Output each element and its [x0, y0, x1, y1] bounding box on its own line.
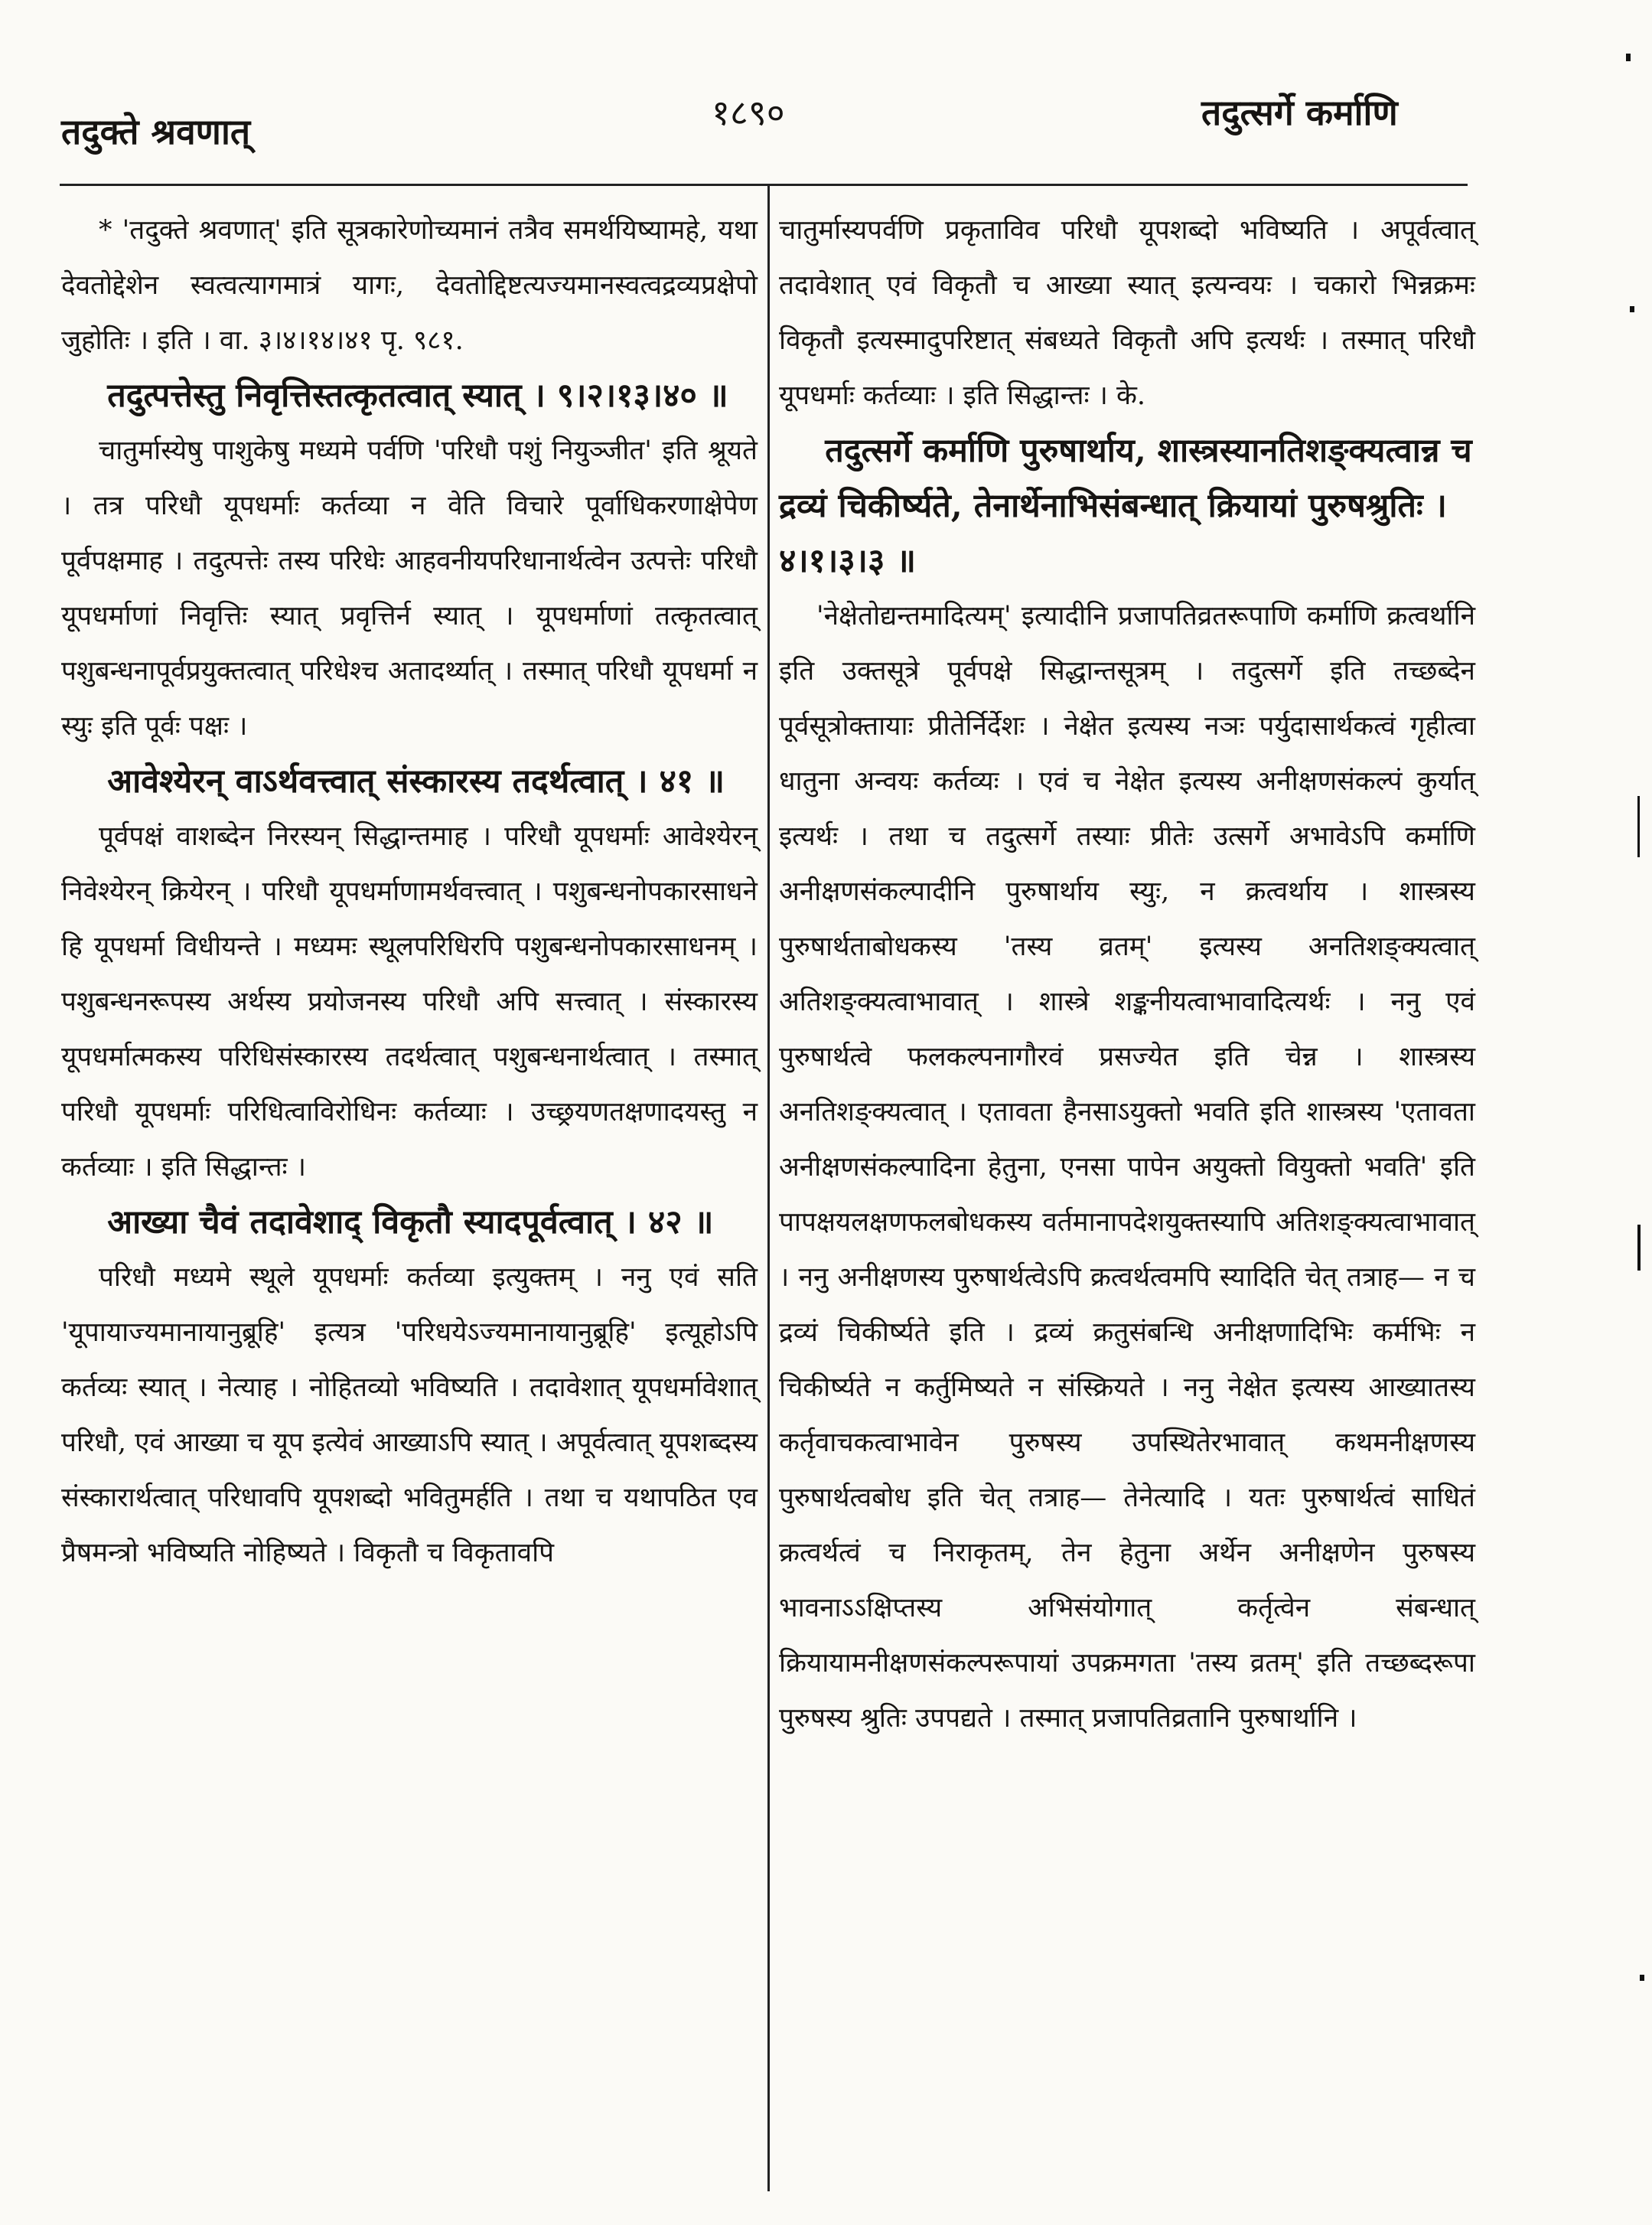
page-number: १८९०: [712, 92, 785, 133]
paragraph: 'नेक्षेतोद्यन्तमादित्यम्' इत्यादीनि प्रजापतिव्रतरूपाणि कर्माणि क्रत्वर्थानि इति उक्तसूत्रे पूर्वपक्षे सिद्धान्तसूत्रम् । तदुत्सर्गे इति तच्छब्देन पूर्वसूत्रोक्तायाः प्रीतेर्निर्देशः । नेक्षेत इत्यस्य नञः पर्युदासार्थकत्वं गृहीत्वा धातुना अन्वयः कर्तव्यः । एवं च नेक्षेत इत्यस्य अनीक्षणसंकल्पं कुर्यात् इत्यर्थः । तथा च तदुत्सर्गे तस्याः प्रीतेः उत्सर्गे अभावेऽपि कर्माणि अनीक्षणसंकल्पादीनि पुरुषार्थाय स्युः, न क्रत्वर्थाय । शास्त्रस्य पुरुषार्थताबोधकस्य 'तस्य व्रतम्' इत्यस्य अनतिशङ्क्यत्वात् अतिशङ्क्यत्वाभावात् । शास्त्रे शङ्कनीयत्वाभावादित्यर्थः । ननु एवं पुरुषार्थत्वे फलकल्पनागौरवं प्रसज्येत इति चेन्न । शास्त्रस्य अनतिशङ्क्यत्वात् । एतावता हैनसाऽयुक्तो भवति इति शास्त्रस्य 'एतावता अनीक्षणसंकल्पादिना हेतुना, एनसा पापेन अयुक्तो वियुक्तो भवति' इति पापक्षयलक्षणफलबोधकस्य वर्तमानापदेशयुक्तस्यापि अतिशङ्क्यत्वाभावात् । ननु अनीक्षणस्य पुरुषार्थत्वेऽपि क्रत्वर्थत्वमपि स्यादिति चेत् तत्राह— न च द्रव्यं चिकीर्ष्यते इति । द्रव्यं क्रतुसंबन्धि अनीक्षणादिभिः कर्मभिः न चिकीर्ष्यते न कर्तुमिष्यते न संस्क्रियते । ननु नेक्षेत इत्यस्य आख्यातस्य कर्तृवाचकत्वाभावेन पुरुषस्य उपस्थितेरभावात् कथमनीक्षणस्य पुरुषार्थत्वबोध इति चेत् तत्राह— तेनेत्यादि । यतः पुरुषार्थत्वं साधितं क्रत्वर्थत्वं च निराकृतम्, तेन हेतुना अर्थेन अनीक्षणेन पुरुषस्य भावनाऽऽक्षिप्तस्य अभिसंयोगात् कर्तृत्वेन संबन्धात् क्रियायामनीक्षणसंकल्परूपायां उपक्रमगता 'तस्य व्रतम्' इति तच्छब्दरूपा पुरुषस्य श्रुतिः उपपद्यते । तस्मात् प्रजापतिव्रतानि पुरुषार्थानि ।: [779, 601, 1475, 1734]
paragraph: परिधौ मध्यमे स्थूले यूपधर्माः कर्तव्या इत्युक्तम् । ननु एवं सति 'यूपायाज्यमानायानुब्रूहि' इत्यत्र 'परिधयेऽज्यमानायानुब्रूहि' इत्यूहोऽपि कर्तव्यः स्यात् । नेत्याह । नोहितव्यो भविष्यति । तदावेशात् यूपधर्मावेशात् परिधौ, एवं आख्या च यूप इत्येवं आख्याऽपि स्यात् । अपूर्वत्वात् यूपशब्दस्य संस्कारार्थत्वात् परिधावपि यूपशब्दो भवितुमर्हति । तथा च यथापठित एव प्रैषमन्त्रो भविष्यति नोहिष्यते । विकृतौ च विकृतावपि: [61, 1262, 758, 1568]
paragraph: चातुर्मास्येषु पाशुकेषु मध्यमे पर्वणि 'परिधौ पशुं नियुञ्जीत' इति श्रूयते । तत्र परिधौ यूपधर्माः कर्तव्या न वेति विचारे पूर्वाधिकरणाक्षेपेण पूर्वपक्षमाह । तदुत्पत्तेः तस्य परिधेः आहवनीयपरिधानार्थत्वेन उत्पत्तेः परिधौ यूपधर्माणां निवृत्तिः स्यात् प्रवृत्तिर्न स्यात् । यूपधर्माणां तत्कृतत्वात् पशुबन्धनापूर्वप्रयुक्तत्वात् परिधेश्च अतादर्थ्यात् । तस्मात् परिधौ यूपधर्मा न स्युः इति पूर्वः पक्षः ।: [61, 436, 758, 742]
scan-mark: [1626, 54, 1631, 61]
scan-mark: [1637, 796, 1640, 857]
paragraph: चातुर्मास्यपर्वणि प्रकृताविव परिधौ यूपशब्दो भविष्यति । अपूर्वत्वात् तदावेशात् एवं विकृतौ च आख्या स्यात् इत्यन्वयः । चकारो भिन्नक्रमः विकृतौ इत्यस्मादुपरिष्टात् संबध्यते विकृतौ अपि इत्यर्थः । तस्मात् परिधौ यूपधर्माः कर्तव्याः । इति सिद्धान्तः । के.: [779, 215, 1475, 411]
scan-mark: [1640, 1975, 1644, 1981]
sutra-heading: आख्या चैवं तदावेशाद् विकृतौ स्यादपूर्वत्वात् । ४२ ॥: [107, 1203, 714, 1241]
scan-mark: [1630, 306, 1634, 312]
header-rule: [60, 184, 1468, 186]
page-header: [0, 73, 1652, 157]
running-head-right: तदुत्सर्गे कर्माणि: [1201, 92, 1398, 133]
right-column: [779, 203, 1475, 1746]
paragraph: * 'तदुक्ते श्रवणात्' इति सूत्रकारेणोच्यमानं तत्रैव समर्थयिष्यामहे, यथा देवतोद्देशेन स्वत्वत्यागमात्रं यागः, देवतोद्दिष्टत्यज्यमानस्वत्वद्रव्यप्रक्षेपो जुहोतिः । इति । वा. ३।४।१४।४१ पृ. ९८१.: [61, 215, 758, 356]
left-column: [61, 203, 758, 1581]
sutra-heading: आवेश्येरन् वाऽर्थवत्त्वात् संस्कारस्य तदर्थत्वात् । ४१ ॥: [107, 762, 725, 801]
running-head-left: तदुक्ते श्रवणात्: [61, 111, 251, 152]
sutra-heading: तदुत्पत्तेस्तु निवृत्तिस्तत्कृतत्वात् स्यात् । ९।२।१३।४० ॥: [107, 377, 728, 415]
paragraph: पूर्वपक्षं वाशब्देन निरस्यन् सिद्धान्तमाह । परिधौ यूपधर्माः आवेश्येरन् निवेश्येरन् क्रियेरन् । परिधौ यूपधर्माणामर्थवत्त्वात् । पशुबन्धनोपकारसाधने हि यूपधर्मा विधीयन्ते । मध्यमः स्थूलपरिधिरपि पशुबन्धनोपकारसाधनम् । पशुबन्धनरूपस्य अर्थस्य प्रयोजनस्य परिधौ अपि सत्त्वात् । संस्कारस्य यूपधर्मात्मकस्य परिधिसंस्कारस्य तदर्थत्वात् पशुबन्धनार्थत्वात् । तस्मात् परिधौ यूपधर्माः परिधित्वाविरोधिनः कर्तव्याः । उच्छ्रयणतक्षणादयस्तु न कर्तव्याः । इति सिद्धान्तः ।: [61, 821, 758, 1183]
column-divider: [767, 186, 770, 2191]
scan-mark: [1637, 1225, 1641, 1271]
sutra-heading: तदुत्सर्गे कर्माणि पुरुषार्थाय, शास्त्रस्यानतिशङ्क्यत्वान्न च द्रव्यं चिकीर्ष्यते, तेनार्थेनाभिसंबन्धात् क्रियायां पुरुषश्रुतिः । ४।१।३।३ ॥: [779, 432, 1472, 580]
